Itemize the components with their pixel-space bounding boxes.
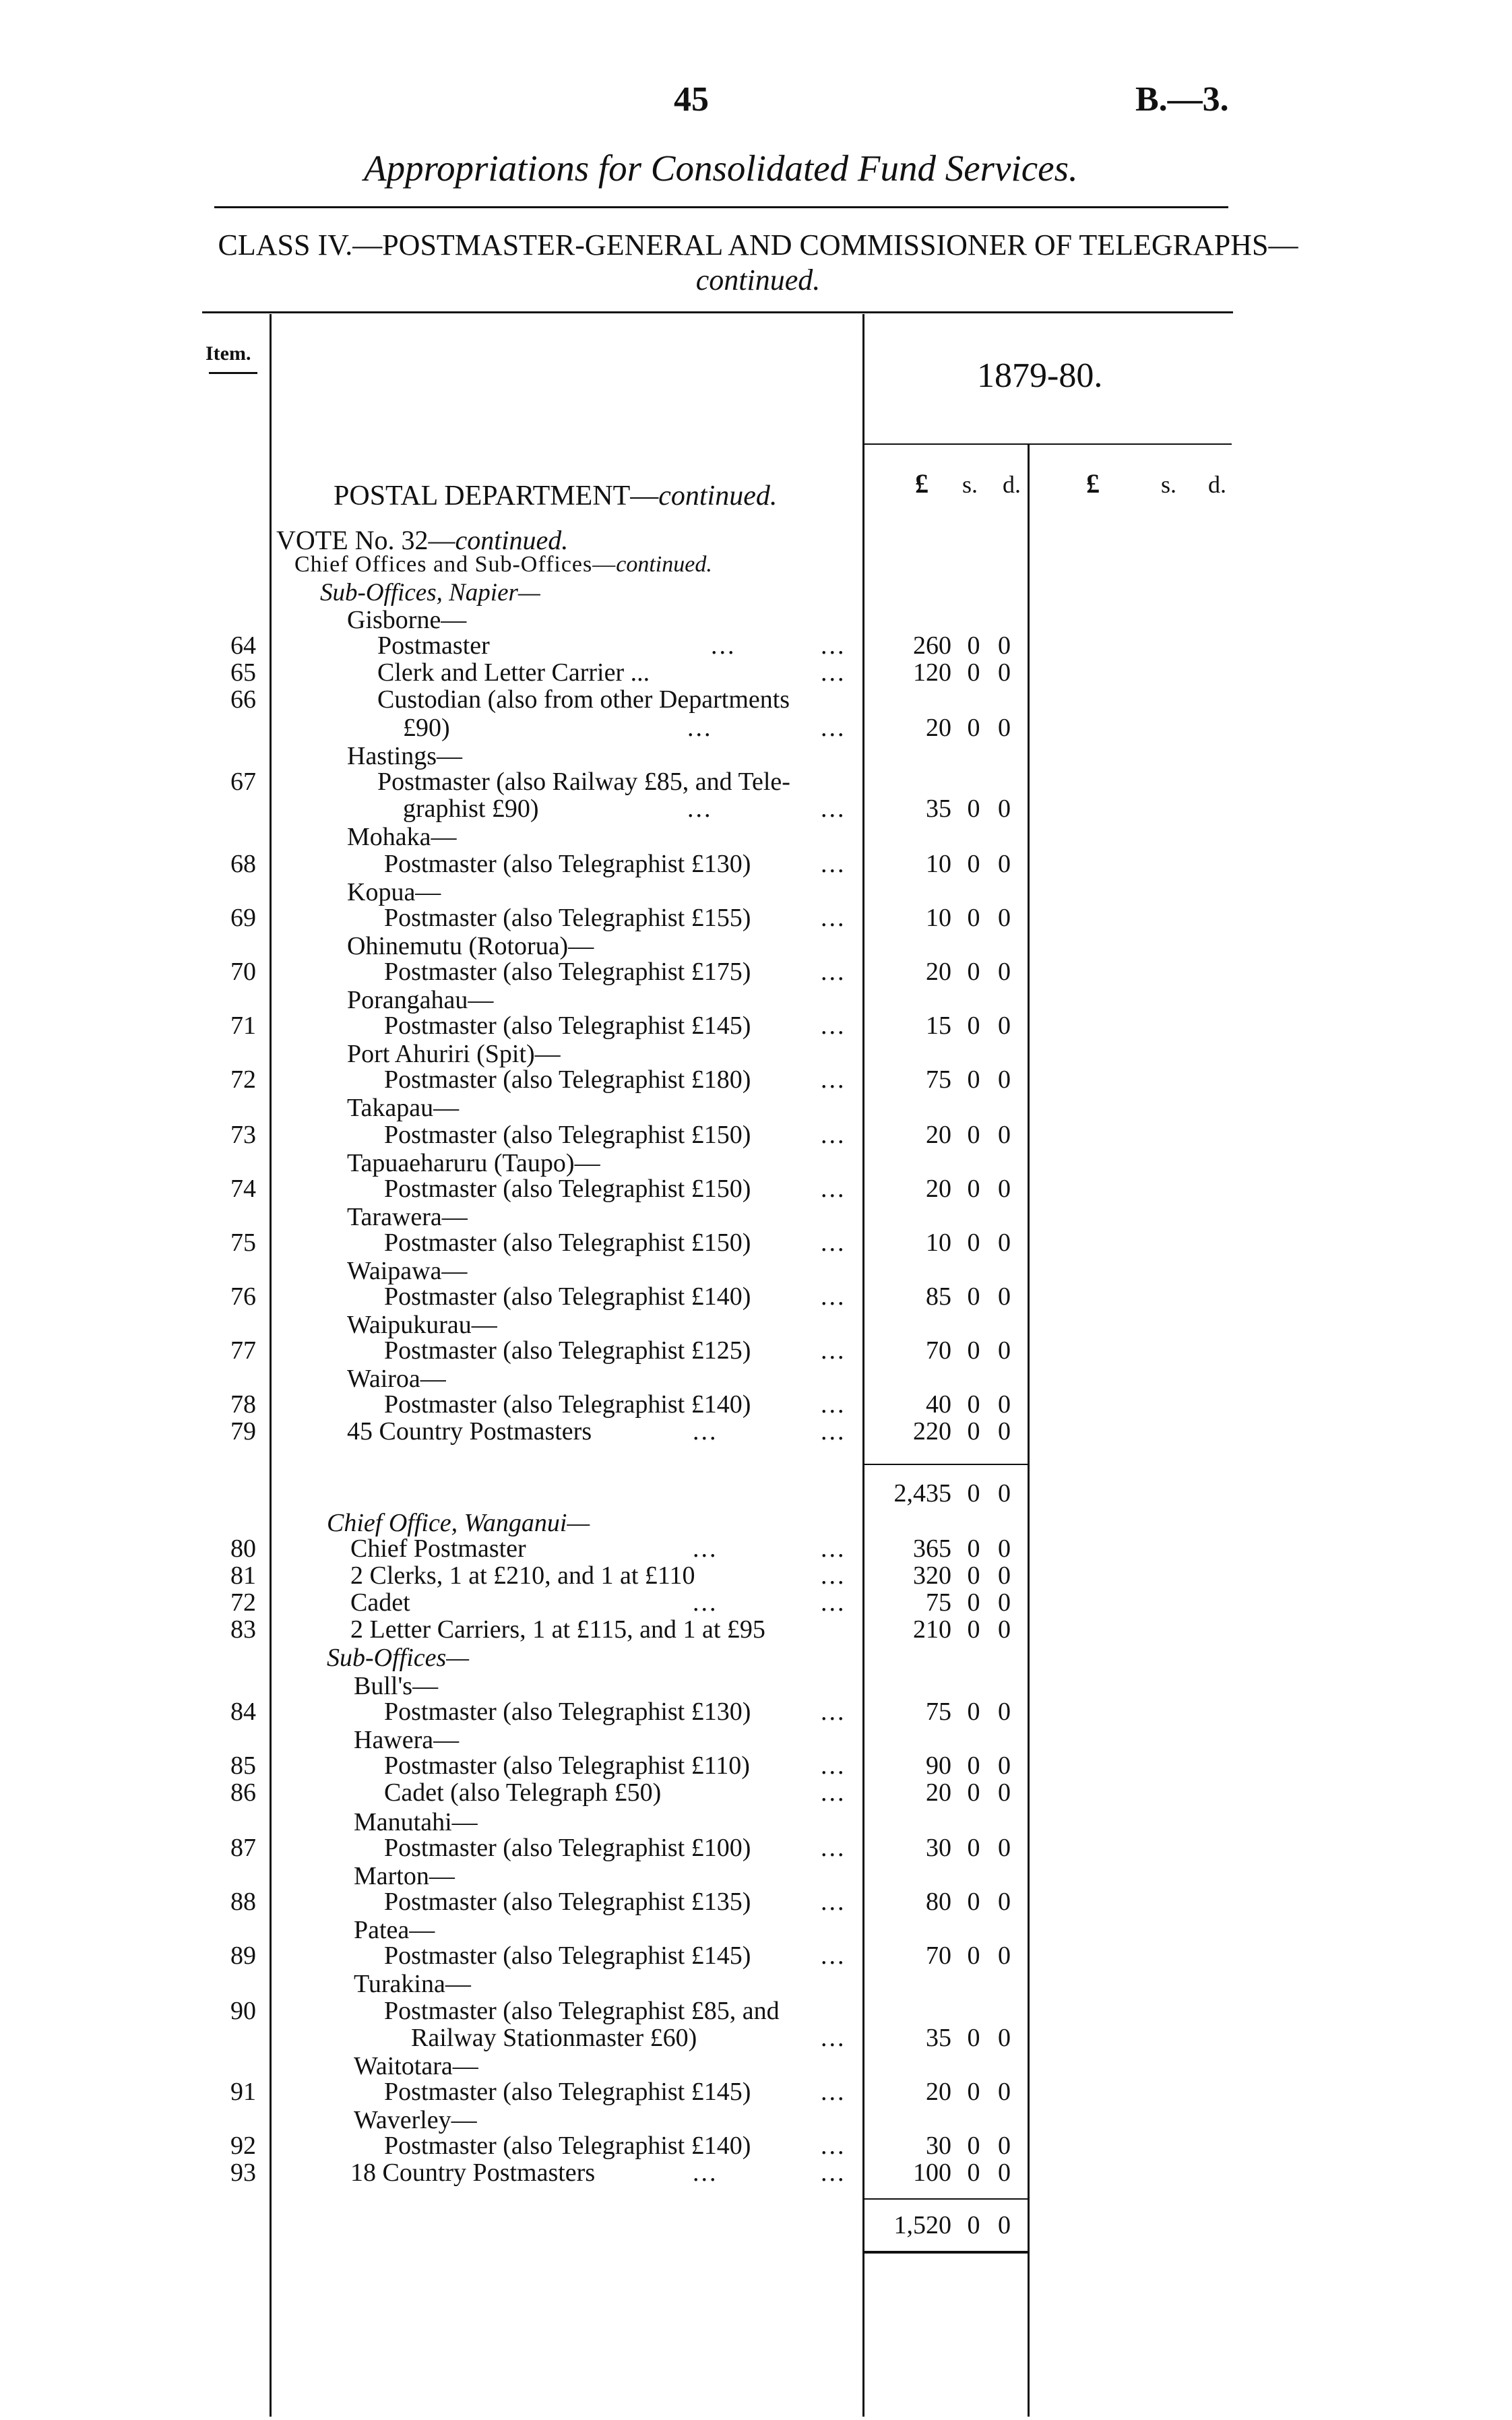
item-number: 72 — [230, 1065, 256, 1094]
item-number: 89 — [230, 1942, 256, 1970]
leader-dots: ... — [821, 714, 846, 742]
table-row — [0, 1391, 1512, 1418]
shillings-unit-1: s. — [962, 471, 978, 498]
place-manutahi: Manutahi— — [354, 1808, 478, 1836]
table-row — [0, 1283, 1512, 1310]
amount-pounds: 20 — [926, 958, 951, 986]
place-ohinemutu: Ohinemutu (Rotorua)— — [347, 932, 594, 960]
amount-shillings: 0 — [967, 1942, 980, 1970]
item-description: Postmaster (also Telegraphist £85, and — [384, 1997, 780, 2025]
leader-dots: ... — [821, 904, 846, 932]
leader-dots: ... — [821, 1942, 846, 1970]
amount-pounds: 40 — [926, 1390, 951, 1419]
amount-pence: 0 — [998, 904, 1011, 932]
chief-offices-heading — [294, 552, 712, 578]
item-description: 18 Country Postmasters — [350, 2159, 596, 2187]
leader-dots: ... — [821, 1778, 846, 1807]
amount-pounds: 80 — [926, 1888, 951, 1916]
item-number: 74 — [230, 1175, 256, 1203]
amount-shillings: 0 — [967, 1534, 980, 1563]
leader-dots: ... — [821, 1888, 846, 1916]
amount-pence: 0 — [998, 1229, 1011, 1257]
amount-pence: 0 — [998, 958, 1011, 986]
amount-pounds: 100 — [913, 2159, 951, 2187]
place-patea: Patea— — [354, 1916, 435, 1944]
leader-dots: ... — [821, 1834, 846, 1862]
leader-dots: ... — [687, 714, 713, 742]
title-rule — [214, 206, 1228, 208]
item-description: Postmaster (also Telegraphist £130) — [384, 850, 751, 878]
amount-pence: 0 — [998, 1615, 1011, 1644]
page-title: Appropriations for Consolidated Fund Services. — [364, 148, 1078, 189]
table-row — [0, 1942, 1512, 1969]
amount-shillings: 0 — [967, 1417, 980, 1446]
total-row — [0, 2212, 1512, 2239]
amount-shillings: 0 — [967, 904, 980, 932]
item-description: Postmaster (also Telegraphist £130) — [384, 1698, 751, 1726]
vote-heading-text: VOTE No. 32— — [276, 525, 455, 555]
amount-pounds: 260 — [913, 631, 951, 660]
leader-dots: ... — [821, 1588, 846, 1617]
leader-dots: ... — [821, 850, 846, 878]
amount-pounds: 70 — [926, 1942, 951, 1970]
subtotal-row — [0, 1480, 1512, 1507]
class-heading-continued: continued. — [695, 263, 821, 297]
item-description: 45 Country Postmasters — [347, 1417, 592, 1446]
amount-shillings: 0 — [967, 2159, 980, 2187]
amount-pence: 0 — [998, 1390, 1011, 1419]
total-double-rule — [864, 2251, 1030, 2254]
item-number: 88 — [230, 1888, 256, 1916]
item-description: 2 Letter Carriers, 1 at £115, and 1 at £95 — [350, 1615, 765, 1644]
amount-pounds: 20 — [926, 2078, 951, 2106]
place-waipukurau: Waipukurau— — [347, 1311, 497, 1339]
place-waipawa: Waipawa— — [347, 1257, 468, 1285]
item-number: 72 — [230, 1588, 256, 1617]
table-row — [0, 1229, 1512, 1256]
amount-shillings: 0 — [967, 1065, 980, 1094]
page-number: 45 — [674, 80, 709, 119]
amount-shillings: 0 — [967, 1615, 980, 1644]
leader-dots: ... — [821, 1012, 846, 1040]
leader-dots: ... — [821, 2132, 846, 2160]
amount-shillings: 0 — [967, 850, 980, 878]
leader-dots: ... — [821, 1561, 846, 1590]
amount-pounds: 320 — [913, 1561, 951, 1590]
postal-heading-text: POSTAL DEPARTMENT— — [334, 480, 659, 511]
amount-shillings: 0 — [967, 1698, 980, 1726]
leader-dots: ... — [693, 1417, 718, 1446]
total-pence: 0 — [998, 2211, 1011, 2239]
pounds-unit-2: £ — [1086, 468, 1100, 499]
amount-shillings: 0 — [967, 1121, 980, 1149]
item-number: 77 — [230, 1336, 256, 1365]
item-description: Cadet (also Telegraph £50) — [384, 1778, 662, 1807]
leader-dots: ... — [821, 1282, 846, 1311]
postal-heading-continued: continued. — [658, 480, 778, 511]
table-row — [0, 1698, 1512, 1725]
amount-pounds: 210 — [913, 1615, 951, 1644]
amount-shillings: 0 — [967, 958, 980, 986]
amount-shillings: 0 — [967, 1751, 980, 1780]
item-header-underline — [209, 372, 257, 374]
amount-pence: 0 — [998, 1588, 1011, 1617]
pounds-unit-1: £ — [915, 468, 928, 499]
amount-pence: 0 — [998, 1698, 1011, 1726]
item-number: 70 — [230, 958, 256, 986]
table-row — [0, 659, 1512, 686]
item-description: Postmaster (also Telegraphist £140) — [384, 2132, 751, 2160]
item-description: 2 Clerks, 1 at £210, and 1 at £110 — [350, 1561, 695, 1590]
table-row — [0, 2159, 1512, 2186]
chief-office-wanganui-heading: Chief Office, Wanganui— — [327, 1509, 590, 1537]
vote-heading-continued: continued. — [455, 525, 569, 555]
table-row — [0, 850, 1512, 877]
amount-pence: 0 — [998, 658, 1011, 687]
item-number: 69 — [230, 904, 256, 932]
amount-pence: 0 — [998, 2024, 1011, 2052]
amount-pence: 0 — [998, 2159, 1011, 2187]
year-header: 1879-80. — [977, 356, 1103, 395]
chief-offices-text: Chief Offices and Sub-Offices— — [294, 552, 617, 577]
amount-shillings: 0 — [967, 1336, 980, 1365]
amount-shillings: 0 — [967, 2024, 980, 2052]
leader-dots: ... — [821, 1229, 846, 1257]
item-number: 78 — [230, 1390, 256, 1419]
amount-shillings: 0 — [967, 795, 980, 823]
item-description: Postmaster (also Telegraphist £145) — [384, 2078, 751, 2106]
table-top-rule — [202, 311, 1233, 313]
table-row — [0, 1066, 1512, 1093]
amount-pounds: 365 — [913, 1534, 951, 1563]
leader-dots: ... — [693, 1534, 718, 1563]
item-number: 83 — [230, 1615, 256, 1644]
amount-shillings: 0 — [967, 1390, 980, 1419]
leader-dots: ... — [821, 2159, 846, 2187]
amount-pence: 0 — [998, 1888, 1011, 1916]
place-mohaka: Mohaka— — [347, 823, 457, 851]
table-row — [0, 686, 1512, 713]
leader-dots: ... — [821, 795, 846, 823]
item-description: Postmaster (also Telegraphist £140) — [384, 1282, 751, 1311]
item-description: Custodian (also from other Departments — [377, 685, 790, 714]
item-description: Chief Postmaster — [350, 1534, 526, 1563]
amount-pounds: 20 — [926, 1121, 951, 1149]
amount-shillings: 0 — [967, 2132, 980, 2160]
table-row — [0, 1752, 1512, 1779]
table-row — [0, 1997, 1512, 2024]
amount-pence: 0 — [998, 1751, 1011, 1780]
amount-shillings: 0 — [967, 1175, 980, 1203]
item-description: Postmaster (also Telegraphist £125) — [384, 1336, 751, 1365]
item-number: 75 — [230, 1229, 256, 1257]
amount-pence: 0 — [998, 1336, 1011, 1365]
subtotal-shillings: 0 — [967, 1479, 980, 1508]
amount-shillings: 0 — [967, 631, 980, 660]
amount-pounds: 35 — [926, 2024, 951, 2052]
amount-pence: 0 — [998, 1065, 1011, 1094]
item-description: Postmaster (also Telegraphist £150) — [384, 1121, 751, 1149]
amount-shillings: 0 — [967, 1282, 980, 1311]
table-row — [0, 2024, 1512, 2051]
item-description: Postmaster (also Telegraphist £180) — [384, 1065, 751, 1094]
amount-pence: 0 — [998, 1175, 1011, 1203]
amount-pounds: 10 — [926, 904, 951, 932]
table-row — [0, 2078, 1512, 2105]
item-number: 84 — [230, 1698, 256, 1726]
amount-pounds: 90 — [926, 1751, 951, 1780]
item-description-continued: Railway Stationmaster £60) — [411, 2024, 697, 2052]
leader-dots: ... — [821, 1417, 846, 1446]
leader-dots: ... — [821, 631, 846, 660]
item-number: 80 — [230, 1534, 256, 1563]
table-row — [0, 1589, 1512, 1616]
amount-pounds: 75 — [926, 1698, 951, 1726]
leader-dots: ... — [821, 1534, 846, 1563]
item-description: Postmaster (also Telegraphist £155) — [384, 904, 751, 932]
item-number: 93 — [230, 2159, 256, 2187]
amount-pence: 0 — [998, 850, 1011, 878]
leader-dots: ... — [821, 658, 846, 687]
amount-pounds: 120 — [913, 658, 951, 687]
item-number: 92 — [230, 2132, 256, 2160]
item-number: 65 — [230, 658, 256, 687]
total-shillings: 0 — [967, 2211, 980, 2239]
amount-pence: 0 — [998, 1282, 1011, 1311]
item-description: Postmaster (also Telegraphist £145) — [384, 1012, 751, 1040]
table-row — [0, 1888, 1512, 1915]
place-marton: Marton— — [354, 1862, 455, 1890]
postal-department-heading — [334, 480, 777, 512]
class-heading-text: CLASS IV.—POSTMASTER-GENERAL AND COMMISSIONER OF TELEGRAPHS— — [218, 228, 1298, 261]
amount-pounds: 15 — [926, 1012, 951, 1040]
subtotal-pence: 0 — [998, 1479, 1011, 1508]
amount-shillings: 0 — [967, 1888, 980, 1916]
table-row — [0, 632, 1512, 659]
shillings-unit-2: s. — [1161, 471, 1177, 498]
item-number: 81 — [230, 1561, 256, 1590]
leader-dots: ... — [821, 1175, 846, 1203]
item-number: 73 — [230, 1121, 256, 1149]
amount-pounds: 30 — [926, 2132, 951, 2160]
table-row — [0, 1121, 1512, 1148]
leader-dots: ... — [821, 1065, 846, 1094]
page-reference: B.—3. — [1135, 80, 1229, 119]
item-description: Postmaster (also Telegraphist £145) — [384, 1942, 751, 1970]
table-row — [0, 1175, 1512, 1202]
place-wairoa: Wairoa— — [347, 1365, 446, 1393]
place-porangahau: Porangahau— — [347, 986, 494, 1014]
amount-pounds: 75 — [926, 1588, 951, 1617]
amount-pounds: 20 — [926, 1175, 951, 1203]
table-row — [0, 1779, 1512, 1806]
place-port-ahuriri: Port Ahuriri (Spit)— — [347, 1040, 561, 1068]
subtotal-pounds: 2,435 — [893, 1479, 951, 1508]
table-row — [0, 795, 1512, 822]
amount-pence: 0 — [998, 795, 1011, 823]
pence-unit-2: d. — [1208, 471, 1226, 498]
amount-pence: 0 — [998, 1778, 1011, 1807]
table-row — [0, 2132, 1512, 2159]
amount-shillings: 0 — [967, 1588, 980, 1617]
amount-pounds: 85 — [926, 1282, 951, 1311]
leader-dots: ... — [821, 2078, 846, 2106]
item-number: 86 — [230, 1778, 256, 1807]
amount-pounds: 20 — [926, 714, 951, 742]
amount-pence: 0 — [998, 1834, 1011, 1862]
item-description: Clerk and Letter Carrier ... — [377, 658, 650, 687]
amount-pounds: 10 — [926, 1229, 951, 1257]
place-waverley: Waverley— — [354, 2106, 477, 2134]
table-row — [0, 958, 1512, 985]
amount-pounds: 10 — [926, 850, 951, 878]
chief-offices-continued: continued. — [616, 552, 712, 577]
item-description: Postmaster (also Telegraphist £150) — [384, 1229, 751, 1257]
leader-dots: ... — [821, 1698, 846, 1726]
table-row — [0, 1418, 1512, 1445]
item-number: 71 — [230, 1012, 256, 1040]
amount-pounds: 35 — [926, 795, 951, 823]
amount-pence: 0 — [998, 2078, 1011, 2106]
item-number: 85 — [230, 1751, 256, 1780]
amount-shillings: 0 — [967, 1778, 980, 1807]
amount-shillings: 0 — [967, 1561, 980, 1590]
total-pounds: 1,520 — [893, 2211, 951, 2239]
amount-pounds: 20 — [926, 1778, 951, 1807]
leader-dots: ... — [821, 1390, 846, 1419]
place-tapuaeharuru: Tapuaeharuru (Taupo)— — [347, 1149, 600, 1177]
total-rule — [864, 2198, 1030, 2200]
amount-pounds: 30 — [926, 1834, 951, 1862]
amount-shillings: 0 — [967, 1834, 980, 1862]
year-rule — [864, 443, 1232, 445]
leader-dots: ... — [821, 958, 846, 986]
item-description: Cadet — [350, 1588, 410, 1617]
table-row — [0, 904, 1512, 931]
table-row — [0, 1535, 1512, 1562]
item-number: 90 — [230, 1997, 256, 2025]
amount-pence: 0 — [998, 1012, 1011, 1040]
item-number: 66 — [230, 685, 256, 714]
place-kopua: Kopua— — [347, 878, 441, 906]
place-takapau: Takapau— — [347, 1094, 460, 1122]
class-heading — [202, 228, 1314, 298]
amount-pence: 0 — [998, 1561, 1011, 1590]
amount-shillings: 0 — [967, 1012, 980, 1040]
amount-pence: 0 — [998, 1534, 1011, 1563]
item-description: Postmaster (also Telegraphist £150) — [384, 1175, 751, 1203]
leader-dots: ... — [693, 2159, 718, 2187]
leader-dots: ... — [693, 1588, 718, 1617]
item-description-continued: graphist £90) — [403, 795, 539, 823]
item-number: 67 — [230, 768, 256, 796]
table-row — [0, 714, 1512, 741]
item-description: Postmaster (also Telegraphist £175) — [384, 958, 751, 986]
item-description: Postmaster (also Railway £85, and Tele- — [377, 768, 790, 796]
table-row — [0, 1012, 1512, 1039]
place-tarawera: Tarawera— — [347, 1203, 468, 1231]
amount-pence: 0 — [998, 1417, 1011, 1446]
item-description: Postmaster (also Telegraphist £100) — [384, 1834, 751, 1862]
item-column-header: Item. — [206, 342, 251, 365]
sub-offices-heading: Sub-Offices— — [327, 1644, 470, 1672]
place-turakina: Turakina— — [354, 1970, 471, 1998]
table-row — [0, 1616, 1512, 1643]
vote-heading — [276, 524, 568, 556]
pence-unit-1: d. — [1003, 471, 1021, 498]
amount-shillings: 0 — [967, 658, 980, 687]
place-hawera: Hawera— — [354, 1726, 460, 1754]
subtotal-rule — [864, 1464, 1030, 1465]
item-number: 91 — [230, 2078, 256, 2106]
place-gisborne: Gisborne— — [347, 606, 467, 634]
amount-pounds: 75 — [926, 1065, 951, 1094]
leader-dots: ... — [821, 1121, 846, 1149]
amount-shillings: 0 — [967, 714, 980, 742]
place-bulls: Bull's— — [354, 1672, 439, 1700]
amount-pence: 0 — [998, 631, 1011, 660]
item-description: Postmaster — [377, 631, 490, 660]
item-number: 79 — [230, 1417, 256, 1446]
leader-dots: ... — [821, 1751, 846, 1780]
item-description: Postmaster (also Telegraphist £110) — [384, 1751, 750, 1780]
sub-offices-napier-heading: Sub-Offices, Napier— — [320, 579, 540, 607]
amount-pence: 0 — [998, 1121, 1011, 1149]
leader-dots: ... — [821, 1336, 846, 1365]
amount-pence: 0 — [998, 1942, 1011, 1970]
table-row — [0, 768, 1512, 795]
amount-shillings: 0 — [967, 1229, 980, 1257]
item-number: 68 — [230, 850, 256, 878]
amount-pence: 0 — [998, 714, 1011, 742]
item-number: 64 — [230, 631, 256, 660]
item-number: 87 — [230, 1834, 256, 1862]
table-row — [0, 1337, 1512, 1364]
amount-pence: 0 — [998, 2132, 1011, 2160]
leader-dots: ... — [711, 631, 736, 660]
leader-dots: ... — [821, 2024, 846, 2052]
place-waitotara: Waitotara— — [354, 2052, 478, 2080]
item-number: 76 — [230, 1282, 256, 1311]
item-description: Postmaster (also Telegraphist £140) — [384, 1390, 751, 1419]
item-description: Postmaster (also Telegraphist £135) — [384, 1888, 751, 1916]
table-row — [0, 1834, 1512, 1861]
table-row — [0, 1562, 1512, 1589]
amount-pounds: 220 — [913, 1417, 951, 1446]
leader-dots: ... — [687, 795, 713, 823]
amount-pounds: 70 — [926, 1336, 951, 1365]
place-hastings: Hastings— — [347, 742, 462, 770]
amount-shillings: 0 — [967, 2078, 980, 2106]
item-description-continued: £90) — [403, 714, 450, 742]
